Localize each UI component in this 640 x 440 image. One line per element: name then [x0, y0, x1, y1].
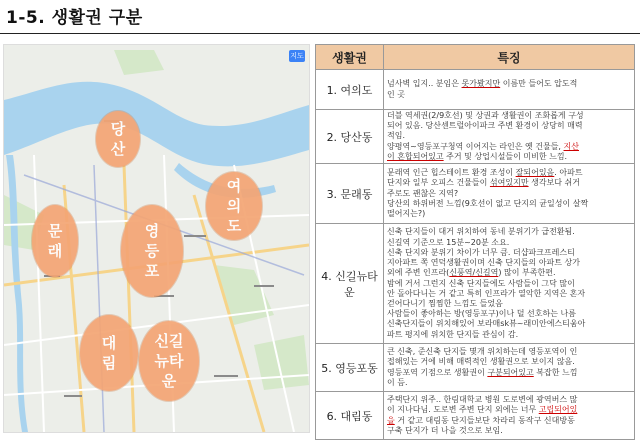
feature-text: 외에 주변 인프라(: [387, 268, 450, 278]
feature-line: [387, 178, 631, 188]
feature-line: [387, 131, 631, 141]
feature-text: 생각보다 쉬거: [528, 178, 581, 188]
zone-feature-cell: [384, 344, 635, 392]
feature-text: 주로도 괜찮은 지역?: [387, 188, 459, 198]
feature-text: 잘되어있음: [515, 168, 555, 178]
feature-line: [387, 227, 631, 237]
zone-name-cell: 4. 신길뉴타운: [316, 224, 384, 344]
feature-text: 양평역~영등포구청역 이어지는 라인은 옛 건물들,: [387, 141, 564, 151]
feature-text: 이 지나다님. 도로변 주변 단지 외에는 너무: [387, 405, 539, 415]
feature-text: 단지와 일부 오피스 건물들이: [387, 178, 490, 188]
feature-line: [387, 209, 631, 219]
feature-line: [387, 368, 631, 378]
feature-text: 고립되어있: [538, 405, 578, 415]
feature-text: 신축 단지들이 대거 위치하여 동네 분위기가 급전환됨.: [387, 227, 575, 237]
feature-line: [387, 111, 631, 121]
feature-text: 넘사벽 입지.. 분임은: [387, 79, 462, 89]
feature-text: 신길역 기준으로 15분~20분 소요.: [387, 237, 510, 247]
feature-line: [387, 152, 631, 162]
zone-bubble-daerim: 대 림: [80, 315, 138, 391]
zone-bubble-dangsan: 당 산: [96, 111, 140, 167]
table-row: [316, 224, 635, 344]
feature-line: [387, 395, 631, 405]
feature-text: 안 돌아다니는 거 같고 특히 인프라가 열악한 지역은 혼자: [387, 288, 586, 298]
feature-line: [387, 79, 631, 89]
feature-text: 이름만 들어도 압도적: [500, 79, 578, 89]
zone-name-cell: 5. 영등포동: [316, 344, 384, 392]
feature-text: 이 혼합되어있고: [387, 151, 444, 161]
feature-line: [387, 347, 631, 357]
zone-name-cell: 6. 대림동: [316, 392, 384, 440]
feature-text: 못가봤지만: [461, 79, 501, 89]
map-view-button[interactable]: 지도: [290, 52, 304, 60]
feature-text: 적임.: [387, 131, 405, 141]
feature-text: 파트 평지에 위치한 단지들 관심이 감.: [387, 329, 519, 339]
feature-text: 지산: [563, 141, 579, 151]
feature-text: 주택단지 위주.. 한림대학교 병원 도로변에 광역버스 많: [387, 395, 578, 405]
table-row: [316, 392, 635, 440]
feature-text: 이 듬.: [387, 377, 408, 387]
feature-line: [387, 309, 631, 319]
district-feature-table: [315, 44, 635, 440]
feature-text: 신풍역/신길역: [449, 268, 499, 278]
map-panel[interactable]: [3, 44, 310, 433]
zone-feature-cell: [384, 392, 635, 440]
feature-line: [387, 357, 631, 367]
table-row: [316, 110, 635, 164]
feature-line: [387, 121, 631, 131]
feature-text: . 아파트: [554, 168, 583, 178]
feature-line: [387, 90, 631, 100]
feature-line: [387, 248, 631, 258]
feature-line: [387, 319, 631, 329]
feature-text: 인 곳: [387, 89, 405, 99]
zone-name-cell: 2. 당산동: [316, 110, 384, 164]
zone-feature-cell: [384, 110, 635, 164]
feature-line: [387, 238, 631, 248]
feature-text: 접해있는 거에 비해 매력적인 생활권으로 보이지 않음.: [387, 357, 575, 367]
feature-line: [387, 279, 631, 289]
zone-bubble-yeouido: 여 의 도: [206, 172, 262, 240]
table-row: [316, 164, 635, 224]
feature-text: 복잡한 느낌: [533, 367, 578, 377]
feature-line: [387, 168, 631, 178]
zone-name-cell: 1. 여의도: [316, 70, 384, 110]
feature-text: 걷어다니기 찜찜한 느낌도 들었음: [387, 299, 503, 309]
feature-text: ) 많이 부족한편.: [498, 268, 556, 278]
feature-text: 밤에 거서 그런지 신축 단지들에도 사람들이 그닥 많이: [387, 278, 575, 288]
feature-text: 구축 단지가 더 나을 것으로 보임.: [387, 425, 503, 435]
feature-text: 신축단지들이 위치해있어 보라매sk뷰~래미안에스티움아: [387, 319, 586, 329]
zone-name-cell: 3. 문래동: [316, 164, 384, 224]
feature-text: 구분되어있고: [487, 367, 534, 377]
feature-text: 신축 단지와 분위기 차이가 너무 큼. 더샵파크프레스티: [387, 247, 575, 257]
feature-text: 떨어지는?): [387, 209, 426, 219]
feature-line: [387, 189, 631, 199]
feature-line: [387, 258, 631, 268]
feature-line: [387, 268, 631, 278]
feature-text: 큰 신축, 준신축 단지들 몇개 위치하는데 영등포역이 인: [387, 347, 578, 357]
feature-line: [387, 142, 631, 152]
table-row: [316, 344, 635, 392]
feature-line: [387, 416, 631, 426]
feature-text: 사람들이 좋아하는 방(영등포구)이나 덜 선호하는 나름: [387, 309, 576, 319]
table-header-row: [316, 45, 635, 70]
feature-text: 더블 역세권(2/9호선) 및 상권과 생활권이 조화롭게 구성: [387, 111, 584, 120]
feature-text: 당산의 하위버전 느낌(9호선이 없고 단지의 균일성이 살짝: [387, 198, 589, 208]
zone-feature-cell: [384, 70, 635, 110]
feature-text: 되어 있음. 당산센트럴아이파크 주변 환경이 상당히 매력: [387, 121, 583, 131]
feature-line: [387, 330, 631, 340]
zone-feature-cell: [384, 224, 635, 344]
header-features: 특징: [384, 45, 635, 70]
feature-line: [387, 378, 631, 388]
feature-line: [387, 289, 631, 299]
zone-bubble-singil: 신길 뉴타 운: [139, 321, 199, 401]
zone-feature-cell: [384, 164, 635, 224]
feature-line: [387, 199, 631, 209]
feature-text: 섞여있지만: [489, 178, 529, 188]
header-zone: 생활권: [316, 45, 384, 70]
feature-text: 지아파트 쪽 연덕생활권이며 신축 단지들의 아파트 상가: [387, 258, 580, 268]
feature-line: [387, 299, 631, 309]
page-title: 1-5. 생활권 구분: [6, 8, 143, 28]
feature-text: 주거 및 상업시설들이 미비한 느낌.: [443, 151, 568, 161]
feature-text: 을: [387, 415, 395, 425]
feature-text: 문래역 인근 힙스테이트 환경 조성이: [387, 168, 516, 178]
feature-line: [387, 405, 631, 415]
zone-bubble-yeongdeungpo: 영 등 포: [121, 205, 183, 297]
feature-text: 거 같고 대림동 단지들보단 차라리 동작구 신대방동: [394, 415, 575, 425]
table-row: [316, 70, 635, 110]
feature-text: 영등포역 기점으로 생활권이: [387, 367, 488, 377]
zone-bubble-mullae: 문 래: [32, 205, 78, 277]
title-divider: [0, 33, 640, 34]
